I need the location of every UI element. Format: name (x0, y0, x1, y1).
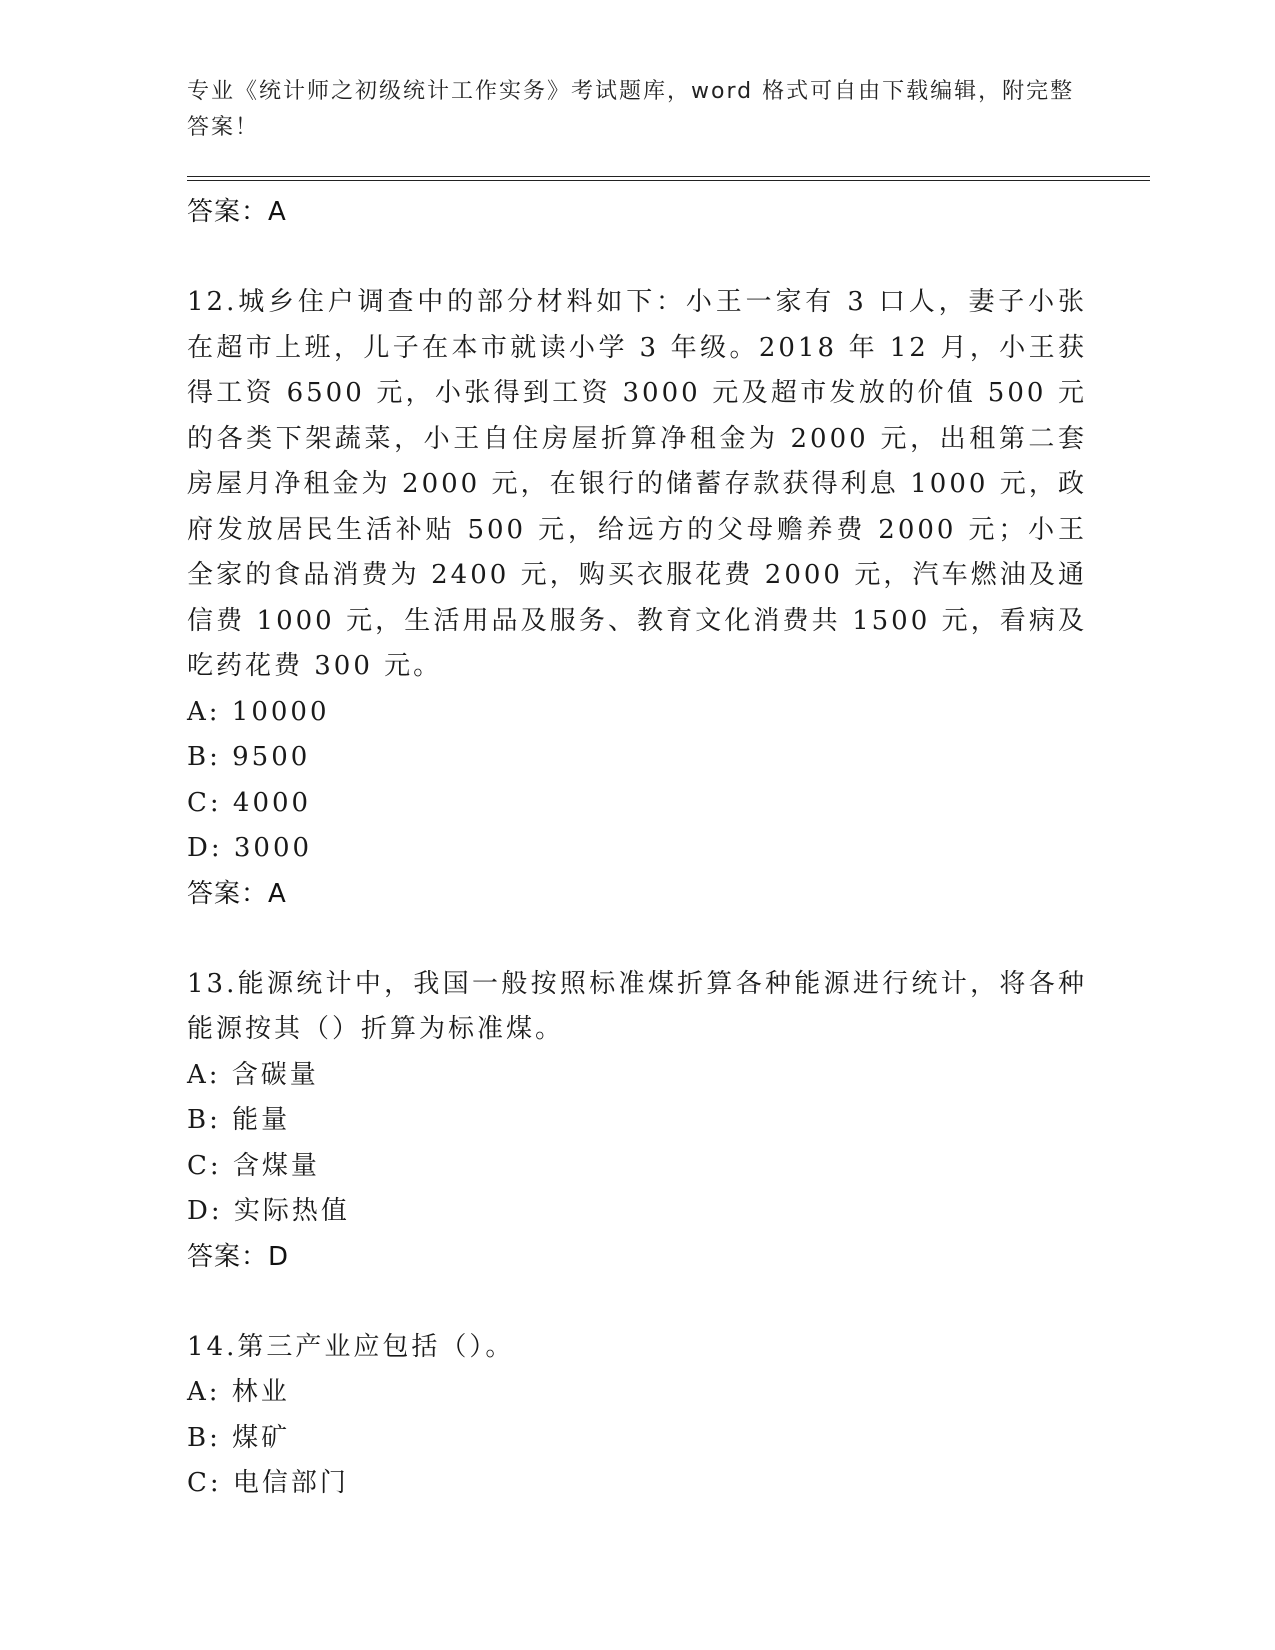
question-block-14 (187, 1325, 1087, 1507)
answer-line: 答案：D (187, 1241, 290, 1272)
header-divider (187, 176, 1150, 181)
option-a: A: 10000 (187, 696, 330, 727)
question-block-13 (187, 962, 1087, 1280)
spacer (187, 1280, 1087, 1325)
question-block-12 (187, 280, 1087, 917)
page-header: 专业《统计师之初级统计工作实务》考试题库，word 格式可自由下载编辑，附完整答案！ (187, 79, 1075, 140)
option-a: A: 林业 (187, 1377, 290, 1407)
option-b: B: 能量 (187, 1105, 291, 1135)
option-c: C: 电信部门 (187, 1468, 349, 1498)
option-b: B: 煤矿 (187, 1422, 291, 1453)
question-stem: 13.能源统计中，我国一般按照标准煤折算各种能源进行统计，将各种能源按其（）折算为标准煤。 (187, 968, 1087, 1044)
page-content (187, 190, 1087, 1507)
answer-line: 答案：A (187, 878, 287, 909)
option-d: D: 实际热值 (187, 1196, 350, 1226)
option-c: C: 4000 (187, 787, 312, 818)
option-d: D: 3000 (187, 833, 313, 863)
spacer (187, 235, 1087, 280)
question-stem: 12.城乡住户调查中的部分材料如下：小王一家有 3 口人，妻子小张在超市上班，儿子在本市就读小学 3 年级。2018 年 12 月，小王获得工资 6500 元，小张得到工资 3000 元及超市发放的价值 500 元的各类下架蔬菜，小王自住房屋折算净租金为 2000 元，出租第二套房屋月净租金为 2000 元，在银行的储蓄存款获得利息 1000 元，政府发放居民生活补贴 500 元，给远方的父母赡养费 2000 元；小王全家的食品消费为 2400 元，购买衣服花费 2000 元，汽车燃油及通信费 1000 元，生活用品及服务、教育文化消费共 1500 元，看病及吃药花费 300 元。 (187, 287, 1087, 681)
question-stem: 14.第三产业应包括（）。 (187, 1331, 515, 1362)
option-a: A: 含碳量 (187, 1059, 319, 1090)
answer-line: 答案：A (187, 197, 287, 227)
option-c: C: 含煤量 (187, 1150, 320, 1181)
option-b: B: 9500 (187, 742, 311, 772)
spacer (187, 917, 1087, 962)
